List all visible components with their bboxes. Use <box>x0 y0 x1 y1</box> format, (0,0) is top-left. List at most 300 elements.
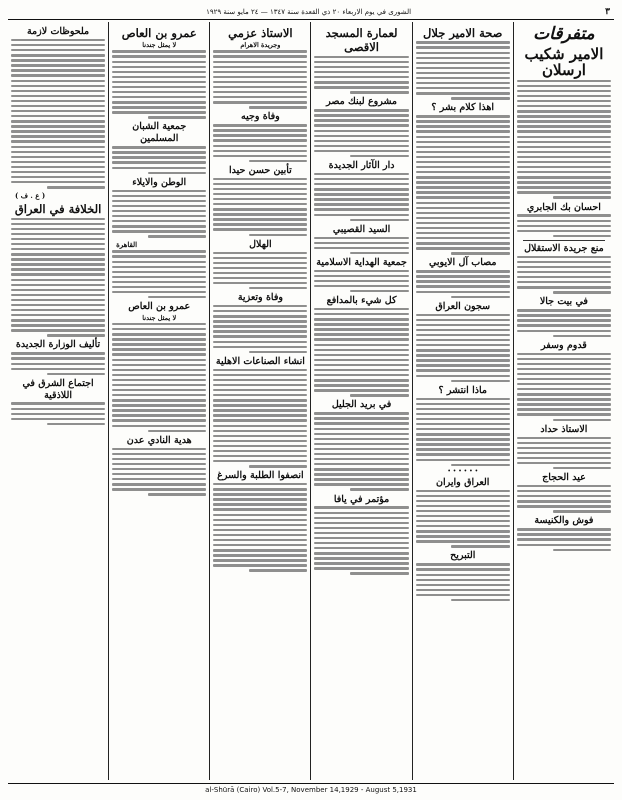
text-line <box>112 281 206 283</box>
article-body <box>112 190 206 238</box>
article-headline: ملحوظات لازمة <box>26 26 90 37</box>
text-line <box>11 324 105 326</box>
text-line <box>213 267 307 269</box>
text-line <box>416 191 510 193</box>
text-line <box>517 230 611 232</box>
text-line <box>314 280 408 282</box>
text-line <box>11 284 105 286</box>
text-line <box>517 100 611 102</box>
text-line <box>517 442 611 444</box>
text-line <box>517 166 611 168</box>
text-line <box>112 106 206 108</box>
text-line <box>517 80 611 82</box>
text-line <box>112 71 206 73</box>
text-line <box>517 181 611 183</box>
text-line <box>416 490 510 492</box>
text-line <box>112 205 206 207</box>
text-line <box>213 440 307 442</box>
text-line <box>416 443 510 445</box>
text-line <box>517 319 611 321</box>
text-line <box>249 569 307 571</box>
text-line <box>314 308 408 310</box>
text-line <box>553 235 611 237</box>
text-line <box>112 215 206 217</box>
text-line <box>416 146 510 148</box>
article-body <box>517 214 611 237</box>
text-line <box>517 500 611 502</box>
text-line <box>517 156 611 158</box>
text-line <box>416 171 510 173</box>
text-line <box>213 155 307 157</box>
text-line <box>416 354 510 356</box>
text-line <box>451 545 509 547</box>
text-line <box>213 399 307 401</box>
article-headline: لعمارة المسجد الاقصى <box>325 26 398 55</box>
text-line <box>350 488 408 490</box>
text-line <box>314 417 408 419</box>
text-line <box>11 263 105 265</box>
text-line <box>213 139 307 141</box>
text-line <box>213 498 307 500</box>
text-line <box>213 409 307 411</box>
text-line <box>416 161 510 163</box>
text-line <box>11 299 105 301</box>
text-line <box>112 353 206 355</box>
text-line <box>517 398 611 400</box>
text-line <box>213 101 307 103</box>
article-body <box>11 39 105 189</box>
text-line <box>553 467 611 469</box>
text-line <box>47 334 105 336</box>
text-line <box>11 176 105 178</box>
text-line <box>11 39 105 41</box>
article-headline: الخلافة في العراق <box>14 202 102 217</box>
text-line <box>416 369 510 371</box>
text-line <box>314 323 408 325</box>
text-line <box>47 186 105 188</box>
text-line <box>350 252 408 254</box>
text-line <box>416 344 510 346</box>
text-line <box>416 339 510 341</box>
text-line <box>213 519 307 521</box>
text-line <box>416 232 510 234</box>
text-line <box>112 167 206 169</box>
text-line <box>213 374 307 376</box>
article-body <box>314 270 408 293</box>
page-header <box>8 4 614 20</box>
text-line <box>517 437 611 439</box>
article-body <box>416 490 510 548</box>
text-line <box>517 314 611 316</box>
text-line <box>213 394 307 396</box>
column-5 <box>108 22 209 780</box>
text-line <box>517 447 611 449</box>
text-line <box>112 488 206 490</box>
text-line <box>213 198 307 200</box>
text-line <box>416 459 510 461</box>
masthead-line: الشورى في يوم الاربعاء ٢٠ ذي القعدة سنة ١٣٤٧ — ٢٤ مايو سنة ١٩٢٩ <box>206 7 412 16</box>
text-line <box>314 318 408 320</box>
text-line <box>416 403 510 405</box>
text-line <box>213 508 307 510</box>
text-line <box>112 348 206 350</box>
text-line <box>213 315 307 317</box>
text-line <box>11 402 105 404</box>
text-line <box>314 333 408 335</box>
text-line <box>213 277 307 279</box>
text-line <box>416 349 510 351</box>
text-line <box>416 237 510 239</box>
article-body <box>314 308 408 397</box>
text-line <box>112 286 206 288</box>
text-line <box>416 207 510 209</box>
text-line <box>416 166 510 168</box>
text-line <box>314 512 408 514</box>
article-body <box>213 369 307 468</box>
text-line <box>11 90 105 92</box>
text-line <box>213 488 307 490</box>
article-headline: عمرو بن العاص <box>121 26 197 40</box>
text-line <box>314 374 408 376</box>
column-1 <box>513 22 614 780</box>
text-line <box>517 544 611 546</box>
text-line <box>314 522 408 524</box>
text-line <box>112 66 206 68</box>
text-line <box>314 66 408 68</box>
text-line <box>11 130 105 132</box>
text-line <box>517 186 611 188</box>
text-line <box>350 394 408 396</box>
article-signature: ( ع . ف ) <box>14 191 46 201</box>
text-line <box>517 271 611 273</box>
text-line <box>416 186 510 188</box>
article-body <box>517 80 611 199</box>
text-line <box>517 393 611 395</box>
text-line <box>314 422 408 424</box>
article-headline: انصفوا الطلبة والسرغ <box>217 470 304 482</box>
text-line <box>11 418 105 420</box>
text-line <box>213 305 307 307</box>
text-line <box>213 539 307 541</box>
text-line <box>314 214 408 216</box>
text-line <box>213 529 307 531</box>
text-line <box>112 271 206 273</box>
article-body <box>517 485 611 513</box>
text-line <box>314 114 408 116</box>
column-3 <box>310 22 411 780</box>
text-line <box>517 533 611 535</box>
text-line <box>213 425 307 427</box>
text-line <box>416 247 510 249</box>
text-line <box>416 568 510 570</box>
text-line <box>314 483 408 485</box>
text-line <box>11 258 105 260</box>
text-line <box>416 535 510 537</box>
text-line <box>11 248 105 250</box>
article-headline: في بريد الجليل <box>331 399 392 411</box>
text-line <box>416 515 510 517</box>
text-line <box>11 120 105 122</box>
article-headline: تأليف الوزارة الجديدة <box>15 339 101 351</box>
text-line <box>416 319 510 321</box>
text-line <box>517 309 611 311</box>
text-line <box>314 208 408 210</box>
text-line <box>350 290 408 292</box>
article-body <box>517 309 611 337</box>
text-line <box>213 544 307 546</box>
text-line <box>11 228 105 230</box>
text-line <box>314 242 408 244</box>
article-body <box>213 252 307 290</box>
article-headline: الاستاذ حداد <box>540 423 588 435</box>
text-line <box>11 140 105 142</box>
text-line <box>112 448 206 450</box>
text-line <box>213 524 307 526</box>
text-line <box>416 500 510 502</box>
text-line <box>213 346 307 348</box>
text-line <box>451 599 509 601</box>
text-line <box>11 105 105 107</box>
text-line <box>213 430 307 432</box>
text-line <box>314 135 408 137</box>
text-line <box>416 176 510 178</box>
text-line <box>517 115 611 117</box>
article-columns <box>8 22 614 780</box>
text-line <box>112 96 206 98</box>
text-line <box>11 413 105 415</box>
article-headline: ماذا انتشر ؟ <box>438 384 487 396</box>
text-line <box>553 196 611 198</box>
text-line <box>416 364 510 366</box>
text-line <box>47 373 105 375</box>
text-line <box>213 493 307 495</box>
article-subheadline: لا يمثل جندنا <box>142 41 177 50</box>
text-line <box>11 80 105 82</box>
text-line <box>213 188 307 190</box>
text-line <box>416 87 510 89</box>
text-line <box>213 86 307 88</box>
text-line <box>213 320 307 322</box>
text-line <box>517 276 611 278</box>
article-headline: فوش والكنيسة <box>534 515 594 527</box>
text-line <box>11 85 105 87</box>
text-line <box>213 445 307 447</box>
text-line <box>451 252 509 254</box>
text-line <box>517 261 611 263</box>
text-line <box>416 181 510 183</box>
text-line <box>112 458 206 460</box>
text-line <box>416 530 510 532</box>
text-line <box>112 333 206 335</box>
text-line <box>314 275 408 277</box>
text-line <box>517 130 611 132</box>
text-line <box>517 485 611 487</box>
text-line <box>517 452 611 454</box>
article-headline: صحة الامير جلال <box>423 26 503 40</box>
text-line <box>213 335 307 337</box>
text-line <box>213 150 307 152</box>
article-body <box>314 56 408 94</box>
text-line <box>314 285 408 287</box>
text-line <box>314 453 408 455</box>
text-line <box>517 413 611 415</box>
text-line <box>416 594 510 596</box>
text-line <box>112 55 206 57</box>
text-line <box>517 528 611 530</box>
text-line <box>112 255 206 257</box>
text-line <box>213 218 307 220</box>
text-line <box>416 334 510 336</box>
text-line <box>11 49 105 51</box>
text-line <box>112 146 206 148</box>
text-line <box>112 369 206 371</box>
text-line <box>314 203 408 205</box>
text-line <box>112 374 206 376</box>
text-line <box>517 388 611 390</box>
text-line <box>213 483 307 485</box>
text-line <box>416 275 510 277</box>
text-line <box>416 270 510 272</box>
text-line <box>416 120 510 122</box>
text-line <box>451 380 509 382</box>
article-headline: قدوم وسفر <box>540 339 587 351</box>
text-line <box>416 438 510 440</box>
text-line <box>213 96 307 98</box>
text-line <box>213 228 307 230</box>
text-line <box>11 115 105 117</box>
text-line <box>148 493 206 495</box>
text-line <box>517 136 611 138</box>
text-line <box>517 151 611 153</box>
text-line <box>314 71 408 73</box>
text-line <box>213 178 307 180</box>
article-headline: الهلال <box>249 238 272 250</box>
text-line <box>314 542 408 544</box>
text-line <box>148 116 206 118</box>
text-line <box>517 353 611 355</box>
text-line <box>112 220 206 222</box>
text-line <box>47 423 105 425</box>
text-line <box>112 414 206 416</box>
text-line <box>350 155 408 157</box>
text-line <box>517 368 611 370</box>
text-line <box>314 448 408 450</box>
text-line <box>112 195 206 197</box>
text-line <box>11 151 105 153</box>
text-line <box>213 124 307 126</box>
article-body <box>112 448 206 496</box>
text-line <box>112 384 206 386</box>
text-line <box>213 134 307 136</box>
text-line <box>112 61 206 63</box>
text-line <box>416 227 510 229</box>
text-line <box>11 363 105 365</box>
article-signature: القاهرة <box>116 240 138 250</box>
text-line <box>314 517 408 519</box>
text-line <box>213 61 307 63</box>
text-line <box>416 329 510 331</box>
text-line <box>11 238 105 240</box>
text-line <box>314 328 408 330</box>
text-line <box>249 351 307 353</box>
text-line <box>11 368 105 370</box>
text-line <box>213 514 307 516</box>
text-line <box>11 329 105 331</box>
text-line <box>213 455 307 457</box>
text-line <box>213 341 307 343</box>
text-line <box>314 183 408 185</box>
text-line <box>112 468 206 470</box>
text-line <box>517 256 611 258</box>
text-line <box>112 86 206 88</box>
text-line <box>112 364 206 366</box>
text-line <box>314 412 408 414</box>
text-line <box>314 443 408 445</box>
section-divider <box>523 240 605 241</box>
text-line <box>451 97 509 99</box>
text-line <box>416 428 510 430</box>
text-line <box>517 505 611 507</box>
text-line <box>213 534 307 536</box>
text-line <box>148 235 206 237</box>
text-line <box>314 145 408 147</box>
article-headline: مصاب آل الايوبي <box>428 257 497 269</box>
text-line <box>112 111 206 113</box>
text-line <box>11 314 105 316</box>
text-line <box>213 262 307 264</box>
text-line <box>314 473 408 475</box>
article-subheadline: وجريدة الاهرام <box>240 41 281 50</box>
text-line <box>148 430 206 432</box>
text-line <box>213 330 307 332</box>
text-line <box>213 325 307 327</box>
text-line <box>314 389 408 391</box>
text-line <box>11 135 105 137</box>
text-line <box>11 156 105 158</box>
text-line <box>517 363 611 365</box>
text-line <box>112 230 206 232</box>
text-line <box>213 208 307 210</box>
text-line <box>249 287 307 289</box>
text-line <box>517 373 611 375</box>
article-body <box>11 402 105 425</box>
article-body <box>517 353 611 421</box>
article-body <box>314 506 408 574</box>
text-line <box>11 59 105 61</box>
text-line <box>517 161 611 163</box>
text-line <box>112 151 206 153</box>
text-line <box>112 399 206 401</box>
article-body <box>112 146 206 174</box>
article-body <box>112 50 206 118</box>
article-headline: تأبين حسن حيدا <box>228 164 292 176</box>
text-line <box>517 225 611 227</box>
article-body <box>213 483 307 572</box>
text-line <box>416 41 510 43</box>
article-headline: جمعية الهداية الاسلامية <box>316 256 407 268</box>
text-line <box>213 503 307 505</box>
text-line <box>416 453 510 455</box>
text-line <box>553 335 611 337</box>
text-line <box>249 106 307 108</box>
text-line <box>314 547 408 549</box>
article-headline: التبريح <box>450 550 476 562</box>
text-line <box>314 150 408 152</box>
text-line <box>11 54 105 56</box>
text-line <box>11 309 105 311</box>
text-line <box>314 468 408 470</box>
text-line <box>249 160 307 162</box>
